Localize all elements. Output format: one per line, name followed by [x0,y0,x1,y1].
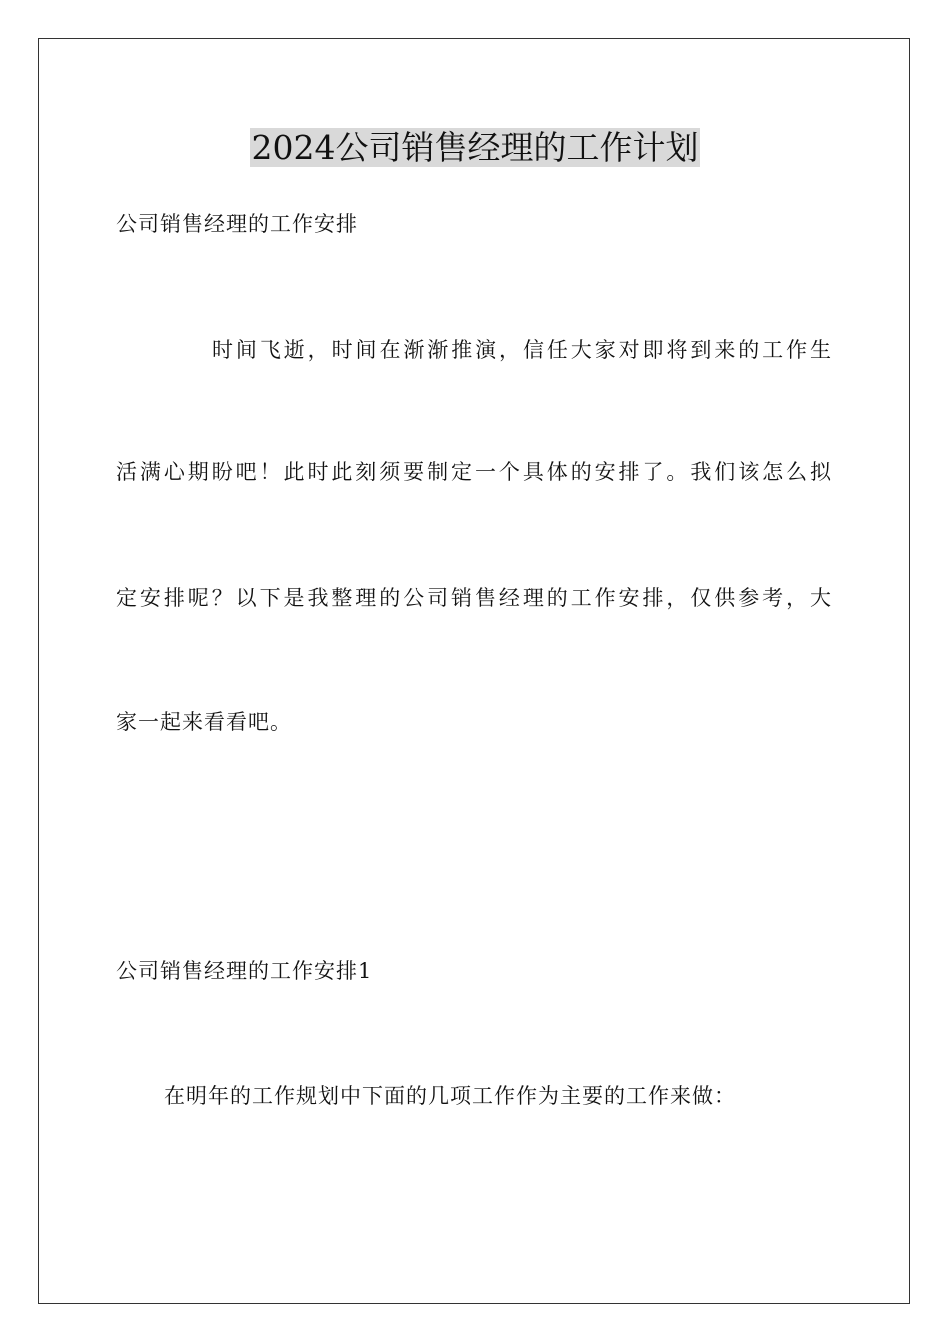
section-heading: 公司销售经理的工作安排1 [116,959,373,983]
intro-line-1: 时间飞逝，时间在渐渐推演，信任大家对即将到来的工作生 [212,338,832,362]
document-title [0,128,950,168]
title-text: 2024公司销售经理的工作计划 [251,128,699,167]
intro-line-4: 家一起来看看吧。 [116,710,292,734]
intro-line-3: 定安排呢？以下是我整理的公司销售经理的工作安排，仅供参考，大 [116,586,832,610]
document-subtitle: 公司销售经理的工作安排 [116,212,358,236]
intro-line-2: 活满心期盼吧！此时此刻须要制定一个具体的安排了。我们该怎么拟 [116,460,832,484]
section-paragraph: 在明年的工作规划中下面的几项工作作为主要的工作来做： [164,1084,736,1108]
